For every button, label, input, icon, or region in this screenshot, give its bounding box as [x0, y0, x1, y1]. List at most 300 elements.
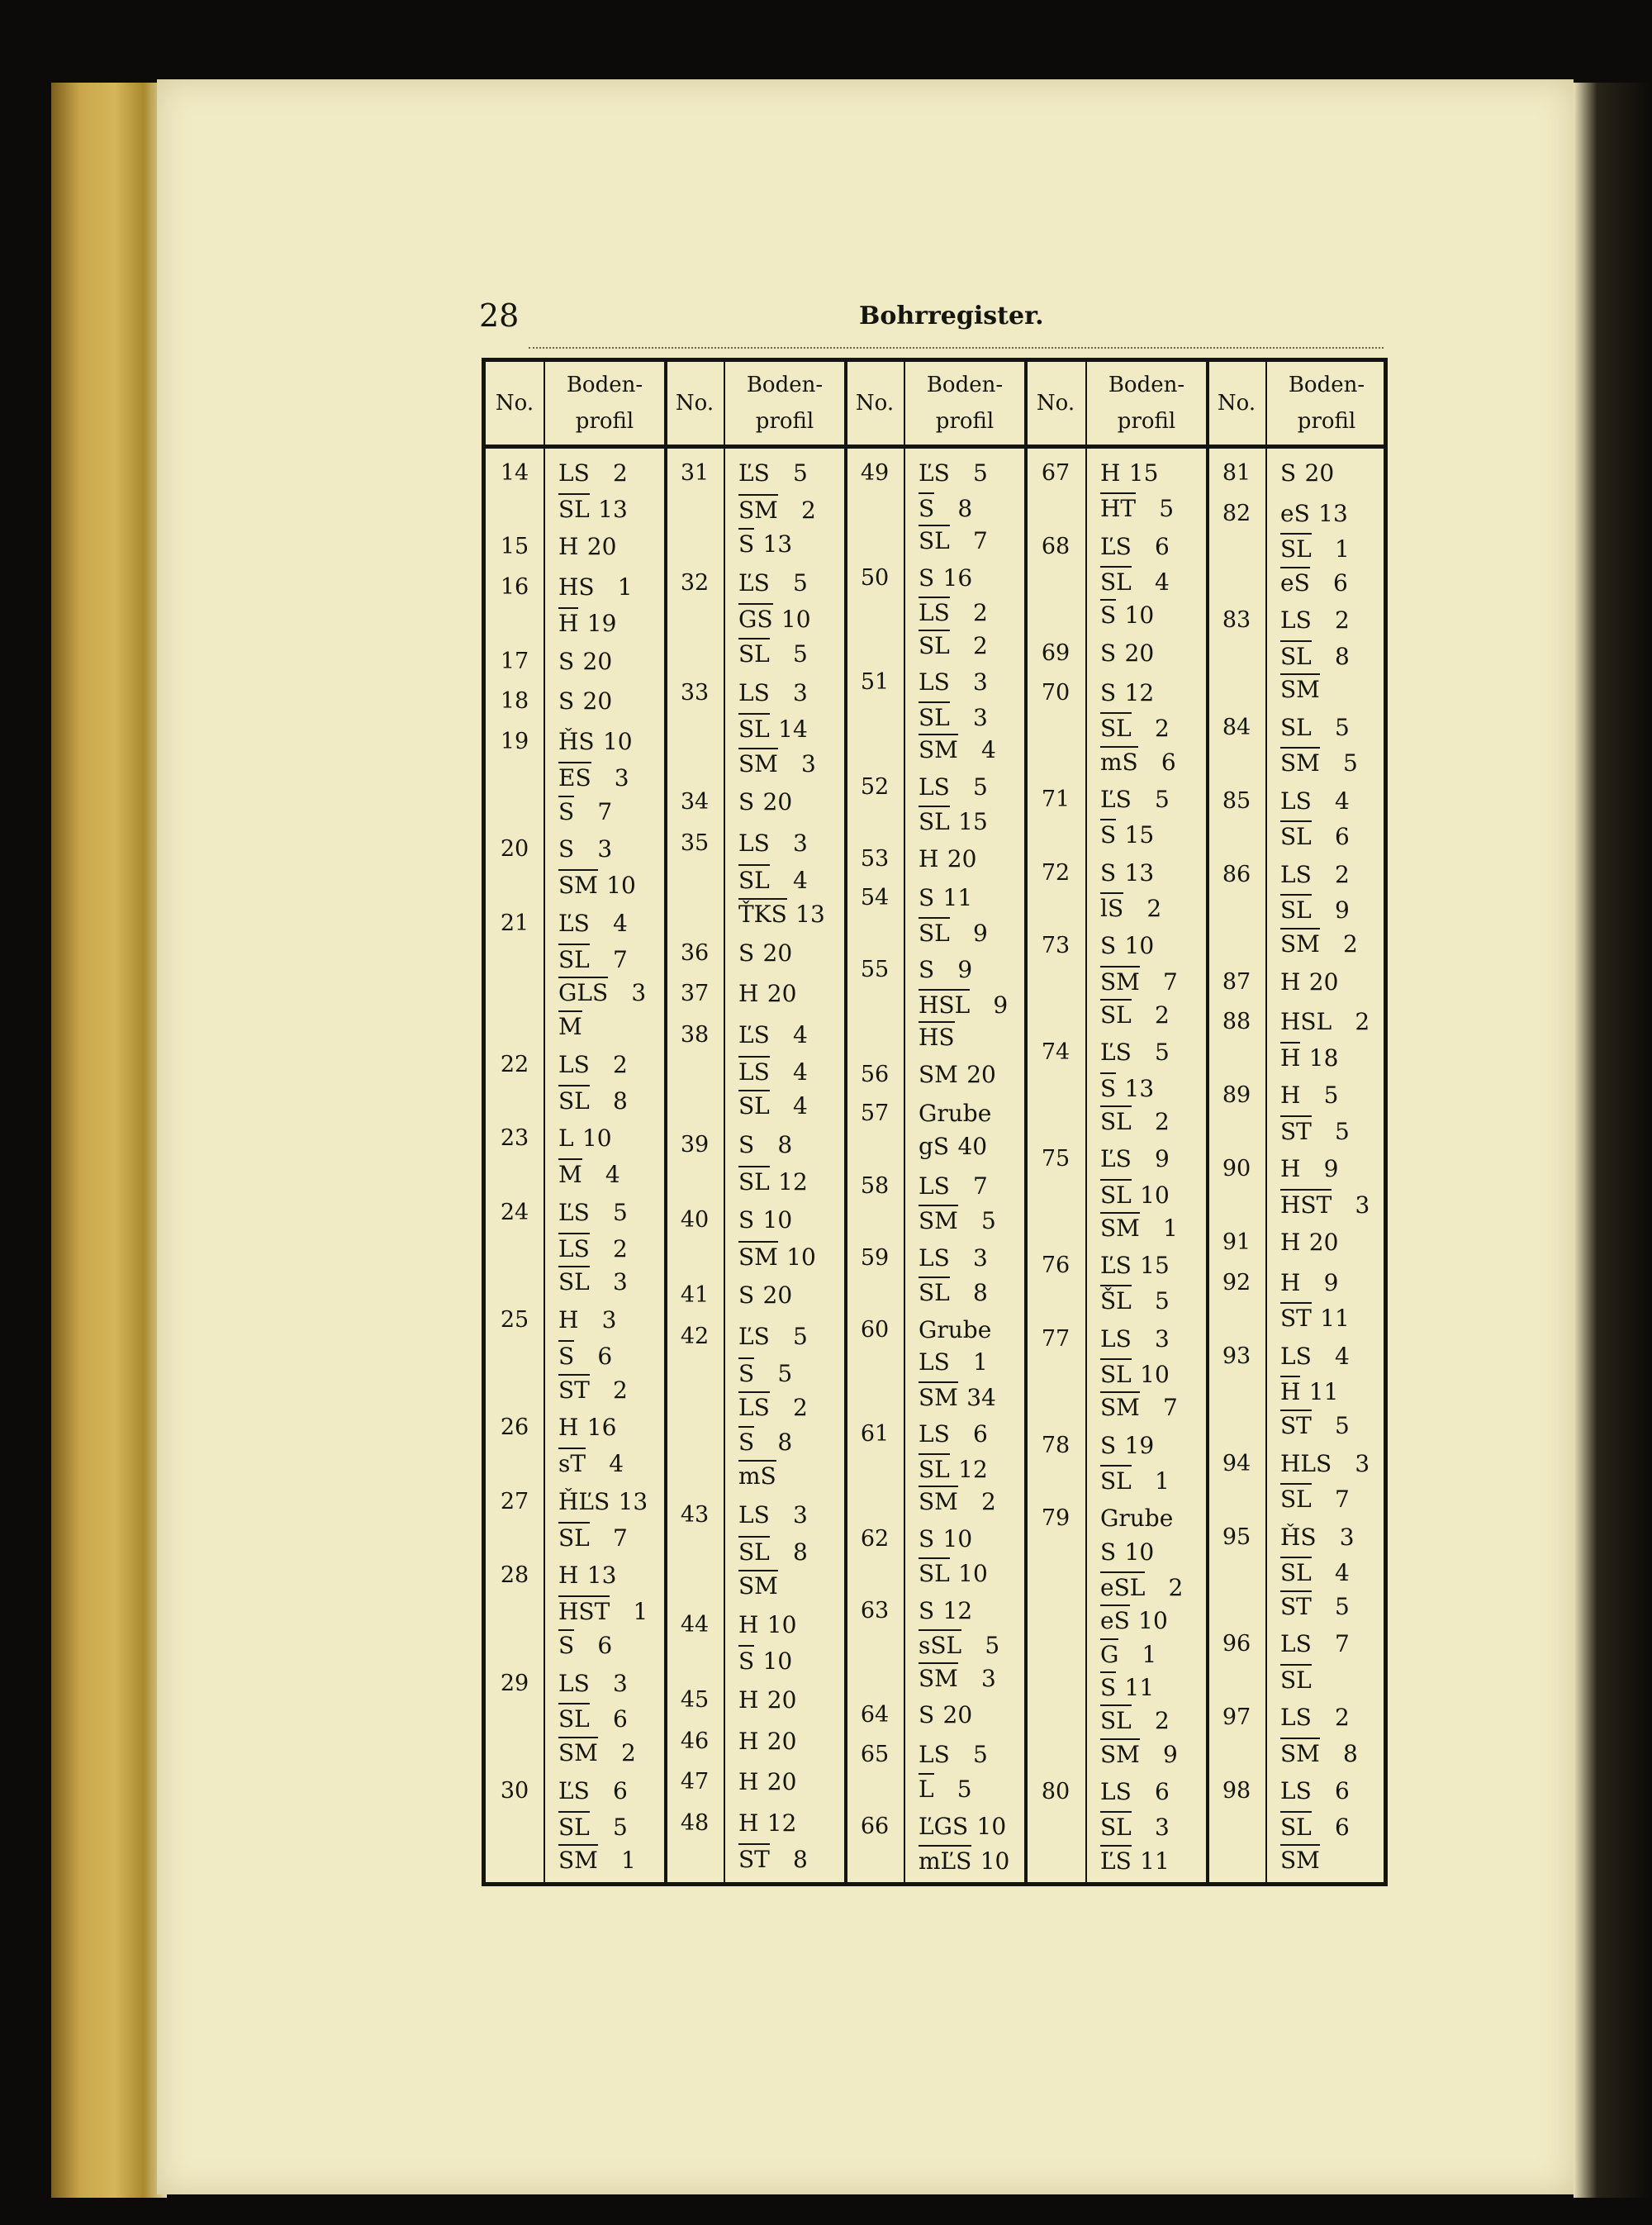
soil-symbol: eSL	[1100, 1571, 1145, 1602]
profil-layer	[1280, 820, 1350, 851]
layer-depth: 2	[613, 1376, 628, 1404]
soil-symbol: LS	[1100, 1324, 1132, 1353]
entry-number: 27	[500, 1488, 529, 1514]
profil-layer	[1100, 932, 1154, 960]
entry-number: 69	[1041, 639, 1070, 666]
soil-symbol: H	[1280, 1155, 1301, 1183]
soil-symbol: SM	[738, 1241, 778, 1272]
entry-number: 80	[1041, 1779, 1070, 1805]
soil-symbol: SL	[558, 1703, 590, 1733]
column-divider	[1265, 362, 1267, 1882]
soil-symbol: S	[1100, 678, 1117, 706]
entry-number: 82	[1222, 500, 1251, 526]
layer-depth: 6	[1154, 532, 1170, 560]
layer-depth: 3	[612, 1669, 628, 1697]
profil-layer	[738, 1021, 808, 1049]
profil-layer	[1100, 746, 1176, 777]
profil-layer	[1280, 894, 1350, 925]
layer-depth: 5	[1154, 1287, 1170, 1315]
soil-symbol: S	[738, 528, 754, 559]
profil-layer	[1100, 533, 1170, 561]
layer-depth: 7	[972, 527, 988, 555]
layer-depth: 18	[1308, 1044, 1339, 1072]
layer-depth: 3	[1154, 1324, 1170, 1353]
entry-number: 56	[860, 1061, 890, 1087]
entry-number: 73	[1041, 933, 1070, 959]
soil-symbol: SL	[919, 630, 950, 660]
layer-depth: 3	[792, 830, 808, 858]
entry-number: 48	[680, 1809, 710, 1836]
layer-depth: 4	[612, 909, 628, 937]
profil-layer	[738, 1809, 796, 1838]
layer-depth: 4	[1154, 568, 1170, 596]
layer-depth: 19	[1124, 1431, 1155, 1459]
layer-depth: 2	[1334, 1704, 1350, 1732]
soil-symbol: S	[738, 1206, 755, 1234]
layer-depth: 20	[762, 1281, 793, 1310]
soil-symbol: H	[1280, 1082, 1301, 1110]
layer-depth: 8	[792, 1538, 808, 1566]
layer-depth: 10	[976, 1812, 1007, 1840]
profil-layer	[1280, 1229, 1338, 1257]
header-label-line2: profil	[1117, 409, 1176, 434]
entry-number: 39	[680, 1131, 710, 1158]
layer-depth: 7	[1334, 1486, 1350, 1514]
layer-depth: 6	[597, 1342, 613, 1370]
profil-layer	[1280, 928, 1358, 958]
profil-layer	[558, 687, 612, 716]
profil-layer	[919, 701, 988, 732]
profil-layer	[1100, 712, 1170, 743]
profil-layer	[738, 939, 792, 967]
profil-layer	[738, 1645, 792, 1676]
soil-symbol: ȞĽS	[558, 1487, 610, 1515]
layer-depth: 5	[1334, 713, 1350, 741]
soil-symbol: Grube	[919, 1100, 992, 1128]
soil-symbol: LS	[1280, 606, 1312, 635]
soil-symbol: SL	[558, 493, 590, 524]
profil-layer	[919, 1741, 988, 1769]
soil-symbol: ST	[1280, 1302, 1312, 1333]
profil-layer	[738, 1391, 808, 1422]
profil-layer	[1280, 1410, 1350, 1440]
profil-layer	[558, 1844, 636, 1875]
layer-depth: 6	[612, 1776, 628, 1804]
layer-depth: 12	[958, 1455, 988, 1483]
soil-symbol: SL	[919, 1453, 950, 1484]
soil-symbol: HLS	[1280, 1449, 1332, 1477]
profil-layer	[1280, 640, 1350, 671]
profil-layer	[1100, 1811, 1170, 1842]
profil-layer	[738, 679, 808, 707]
entry-number: 26	[500, 1414, 529, 1441]
soil-symbol: LS	[558, 459, 590, 487]
soil-symbol: LS	[919, 1243, 950, 1272]
profil-layer	[1280, 1483, 1350, 1514]
layer-depth: 20	[1304, 459, 1335, 487]
profil-layer	[1280, 1738, 1358, 1768]
profil-layer	[919, 597, 988, 627]
profil-layer	[919, 459, 988, 487]
entry-number: 29	[500, 1670, 529, 1696]
soil-symbol: ĽS	[738, 568, 770, 597]
soil-symbol: SM	[1280, 1738, 1320, 1768]
soil-symbol: LS	[558, 1669, 590, 1697]
group-divider	[664, 362, 667, 1882]
profil-layer	[558, 533, 616, 561]
entry-number: 66	[860, 1813, 890, 1839]
profil-layer	[1280, 1189, 1370, 1219]
profil-layer	[1280, 1557, 1350, 1587]
entry-number: 89	[1222, 1082, 1251, 1109]
soil-symbol: LS	[1280, 1704, 1312, 1732]
entry-number: 49	[860, 460, 890, 486]
entry-number: 88	[1222, 1009, 1251, 1035]
soil-symbol: H	[558, 607, 578, 638]
layer-depth: 5	[792, 568, 808, 597]
layer-depth: 10	[1138, 1607, 1168, 1635]
layer-depth: 2	[1146, 894, 1162, 922]
entry-number: 64	[860, 1702, 890, 1728]
soil-symbol: Grube	[919, 1315, 992, 1343]
soil-symbol: S	[558, 835, 575, 863]
profil-layer	[1280, 861, 1350, 889]
group-divider	[1206, 362, 1209, 1882]
header-label-line1: Boden-	[746, 373, 824, 397]
layer-depth: 1	[617, 573, 633, 601]
soil-symbol: LS	[919, 1740, 950, 1768]
profil-layer	[738, 1611, 796, 1639]
layer-depth: 7	[612, 945, 628, 973]
entry-number: 97	[1222, 1704, 1251, 1731]
layer-depth: 8	[777, 1130, 793, 1158]
entry-number: 87	[1222, 968, 1251, 995]
profil-layer	[558, 1448, 624, 1478]
soil-symbol: SL	[1100, 1358, 1132, 1389]
layer-depth: 2	[612, 1050, 628, 1078]
soil-symbol: S	[919, 492, 934, 523]
profil-layer	[558, 1374, 628, 1405]
layer-depth: 6	[612, 1705, 628, 1733]
profil-layer	[919, 525, 988, 555]
profil-layer	[738, 1426, 792, 1457]
layer-depth: 10	[1124, 1538, 1155, 1566]
profil-layer	[919, 1133, 987, 1161]
soil-symbol: ŠL	[1100, 1285, 1132, 1315]
profil-layer	[738, 1056, 808, 1086]
layer-depth: 20	[767, 980, 797, 1008]
soil-symbol: SL	[1280, 533, 1312, 563]
soil-symbol: H	[558, 1306, 579, 1334]
layer-depth: 16	[942, 563, 973, 592]
layer-depth: 5	[792, 640, 808, 668]
soil-symbol: SL	[738, 713, 770, 744]
layer-depth: 20	[762, 939, 793, 967]
profil-layer	[919, 1597, 972, 1625]
soil-symbol: LS	[919, 597, 950, 627]
layer-depth: 3	[792, 1500, 808, 1528]
soil-symbol: SL	[919, 701, 950, 732]
layer-depth: 5	[792, 1322, 808, 1350]
profil-layer	[558, 1595, 648, 1626]
soil-symbol: S	[738, 1645, 754, 1676]
profil-layer	[1100, 1145, 1170, 1173]
profil-layer	[558, 944, 628, 974]
entry-number: 61	[860, 1421, 890, 1448]
layer-depth: 3	[612, 1268, 628, 1296]
soil-symbol: SM	[558, 1844, 598, 1875]
layer-depth: 5	[612, 1198, 628, 1226]
soil-symbol: LS	[919, 1348, 950, 1376]
layer-depth: 2	[1154, 1001, 1170, 1029]
soil-symbol: SL	[919, 1557, 950, 1588]
layer-depth: 4	[981, 736, 996, 764]
soil-symbol: LS	[738, 1391, 770, 1422]
soil-symbol: S	[738, 939, 755, 967]
layer-depth: 3	[1339, 1523, 1355, 1551]
soil-symbol: SL	[1280, 1664, 1312, 1695]
layer-depth: 5	[985, 1632, 1000, 1660]
header-label-line1: Boden-	[1108, 373, 1185, 397]
layer-depth: 8	[793, 1846, 808, 1874]
layer-depth: 3	[981, 1664, 996, 1692]
profil-layer	[919, 1061, 996, 1089]
page-number: 28	[479, 297, 520, 334]
profil-layer	[1100, 1538, 1154, 1567]
profil-layer	[1280, 1844, 1358, 1875]
soil-symbol: LS	[558, 1233, 590, 1263]
layer-depth: 11	[1308, 1378, 1339, 1406]
profil-layer	[1100, 1039, 1170, 1067]
profil-layer	[738, 1131, 792, 1159]
soil-symbol: LS	[738, 678, 770, 706]
entry-number: 71	[1041, 786, 1070, 812]
profil-layer	[558, 1737, 636, 1767]
layer-depth: 10	[1140, 1181, 1170, 1209]
soil-symbol: S	[1280, 459, 1297, 487]
layer-depth: 4	[792, 1021, 808, 1049]
profil-layer	[1100, 1738, 1178, 1769]
layer-depth: 6	[972, 1420, 988, 1448]
profil-layer	[558, 835, 612, 863]
entry-number: 16	[500, 574, 529, 601]
layer-depth: 9	[972, 919, 988, 947]
soil-symbol: LS	[919, 1172, 950, 1200]
soil-symbol: LS	[919, 668, 950, 697]
entry-number: 83	[1222, 607, 1251, 634]
profil-layer	[1100, 1212, 1178, 1243]
profil-layer	[919, 1205, 996, 1235]
profil-layer	[919, 989, 1008, 1020]
layer-depth: 6	[1334, 1813, 1350, 1841]
layer-depth: 4	[792, 1092, 808, 1120]
layer-depth: 10	[1140, 1361, 1170, 1389]
profil-layer	[1100, 819, 1154, 849]
soil-symbol: H	[1280, 1042, 1300, 1072]
profil-layer	[1100, 1704, 1170, 1735]
profil-layer	[1100, 492, 1174, 523]
layer-depth: 3	[1355, 1449, 1370, 1477]
profil-layer	[919, 1701, 972, 1729]
profil-layer	[919, 1662, 996, 1693]
profil-layer	[1280, 1450, 1370, 1478]
entry-number: 85	[1222, 787, 1251, 814]
entry-number: 21	[500, 910, 529, 936]
layer-depth: 2	[801, 496, 816, 524]
profil-layer	[558, 1051, 628, 1079]
soil-symbol: ŤKS	[738, 898, 787, 929]
entry-number: 95	[1222, 1524, 1251, 1550]
profil-layer	[1100, 1432, 1154, 1460]
soil-symbol: SL	[1280, 713, 1312, 741]
profil-layer	[1280, 1590, 1350, 1621]
entry-number: 70	[1041, 679, 1070, 706]
soil-symbol: eS	[1100, 1605, 1130, 1635]
header-label-line1: Boden-	[1288, 373, 1365, 397]
layer-depth: 10	[1124, 932, 1155, 960]
soil-symbol: SM	[1100, 1212, 1140, 1243]
profil-layer	[1280, 1082, 1338, 1110]
profil-layer	[1100, 859, 1154, 887]
profil-layer	[558, 1629, 612, 1660]
layer-depth: 1	[633, 1598, 648, 1626]
soil-symbol: eS	[1280, 499, 1310, 527]
profil-layer	[1280, 1343, 1350, 1371]
layer-depth: 1	[972, 1348, 988, 1376]
soil-symbol: SM	[919, 734, 958, 764]
profil-layer	[558, 573, 633, 601]
layer-depth: 20	[947, 844, 977, 872]
layer-depth: 5	[1335, 1117, 1350, 1145]
layer-depth: 5	[777, 1359, 793, 1387]
profil-layer	[558, 1522, 628, 1552]
profil-layer	[1100, 1325, 1170, 1353]
layer-depth: 3	[601, 1306, 617, 1334]
profil-layer	[558, 1124, 612, 1153]
soil-symbol: S	[1100, 1671, 1116, 1702]
profil-layer	[738, 1206, 792, 1234]
soil-symbol: H	[1280, 1268, 1301, 1296]
profil-layer	[558, 648, 612, 676]
profil-layer	[919, 1021, 993, 1052]
entry-number: 57	[860, 1101, 890, 1127]
soil-symbol: H	[738, 980, 759, 1008]
soil-symbol: Grube	[1100, 1505, 1174, 1533]
layer-depth: 9	[1334, 896, 1350, 925]
profil-layer	[919, 956, 972, 984]
soil-symbol: ĽGS	[919, 1812, 969, 1840]
soil-symbol: S	[558, 796, 574, 826]
profil-layer	[1280, 1524, 1355, 1552]
profil-layer	[919, 734, 996, 764]
layer-depth: 13	[1124, 1074, 1155, 1102]
profil-layer	[1100, 1179, 1170, 1210]
layer-depth: 2	[792, 1394, 808, 1422]
layer-depth: 15	[1128, 459, 1159, 487]
layer-depth: 8	[777, 1428, 793, 1456]
entry-number: 60	[860, 1316, 890, 1343]
entry-number: 34	[680, 789, 710, 815]
entry-number: 38	[680, 1022, 710, 1048]
layer-depth: 9	[1154, 1145, 1170, 1173]
soil-symbol: SL	[1280, 894, 1312, 925]
soil-symbol: S	[919, 563, 935, 592]
layer-depth: 13	[795, 901, 825, 929]
soil-symbol: SL	[919, 917, 950, 948]
entry-number: 90	[1222, 1156, 1251, 1182]
profil-layer	[1100, 999, 1170, 1029]
layer-depth: 13	[1318, 499, 1348, 527]
soil-symbol: ST	[558, 1374, 590, 1405]
soil-symbol: SL	[738, 638, 770, 668]
layer-depth: 2	[612, 1234, 628, 1262]
header-label-line2: profil	[575, 409, 634, 434]
profil-layer	[1280, 1155, 1338, 1183]
profil-layer	[1100, 1638, 1156, 1669]
profil-layer	[919, 1629, 999, 1660]
layer-depth: 40	[957, 1132, 988, 1160]
profil-layer	[919, 1348, 988, 1376]
soil-symbol: S	[558, 687, 575, 716]
profil-layer	[1100, 1465, 1170, 1495]
layer-depth: 20	[1308, 967, 1339, 996]
soil-symbol: mĽS	[919, 1845, 971, 1876]
layer-depth: 20	[1124, 639, 1155, 667]
header-label-line2: profil	[755, 409, 814, 434]
layer-depth: 1	[1334, 535, 1350, 563]
profil-layer	[558, 1414, 616, 1442]
soil-symbol: ĽS	[1100, 785, 1132, 813]
entry-number: 17	[500, 648, 529, 674]
soil-symbol: HSL	[919, 989, 970, 1020]
entry-number: 75	[1041, 1146, 1070, 1172]
profil-layer	[738, 528, 792, 559]
layer-depth: 3	[972, 703, 988, 731]
profil-layer	[738, 459, 808, 487]
header-label-line1: Boden-	[566, 373, 643, 397]
soil-symbol: H	[558, 533, 579, 561]
soil-symbol: LS	[1280, 787, 1312, 815]
entry-number: 42	[680, 1323, 710, 1349]
entry-number: 58	[860, 1172, 890, 1199]
layer-depth: 6	[1332, 568, 1348, 597]
profil-layer	[558, 762, 629, 792]
header-no: No.	[1036, 391, 1075, 416]
soil-symbol: SL	[558, 1811, 590, 1842]
soil-symbol: SM	[1280, 673, 1320, 704]
layer-depth: 5	[972, 459, 988, 487]
soil-symbol: H	[738, 1610, 759, 1638]
profil-layer	[1280, 459, 1334, 487]
profil-layer	[1280, 606, 1350, 635]
soil-symbol: S	[919, 884, 935, 912]
layer-depth: 20	[767, 1685, 797, 1714]
entry-number: 37	[680, 981, 710, 1007]
profil-layer	[919, 1100, 991, 1128]
soil-symbol: SM	[1280, 747, 1320, 777]
layer-depth: 10	[767, 1610, 797, 1638]
facing-page-edge	[1574, 83, 1652, 2198]
soil-symbol: S	[738, 1281, 755, 1310]
layer-depth: 12	[778, 1167, 808, 1196]
soil-symbol: S	[738, 1130, 755, 1158]
entry-number: 25	[500, 1307, 529, 1334]
soil-symbol: S	[558, 1629, 574, 1660]
header-bodenprofil	[1085, 362, 1208, 445]
layer-depth: 13	[762, 530, 793, 559]
entry-number: 30	[500, 1777, 529, 1804]
profil-layer	[558, 493, 628, 524]
